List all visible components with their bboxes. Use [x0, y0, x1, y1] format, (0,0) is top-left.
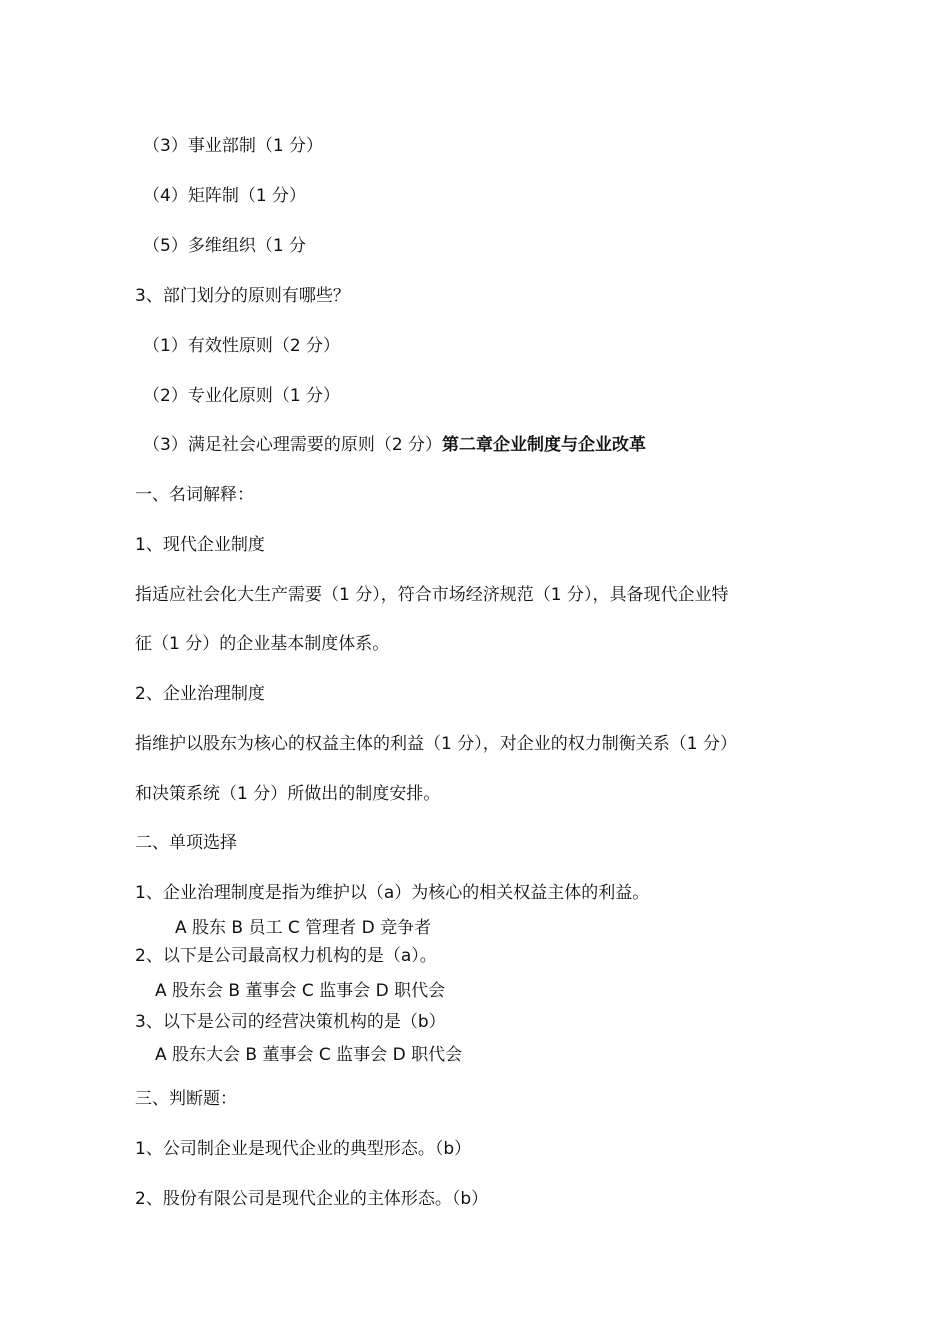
question-options: A 股东大会 B 董事会 C 监事会 D 职代会 [155, 1045, 463, 1065]
list-item-with-chapter [143, 433, 646, 457]
list-item: （4）矩阵制（1 分） [143, 186, 307, 206]
section-heading: 一、名词解释： [135, 485, 254, 505]
question-text: 1、公司制企业是现代企业的典型形态。（b） [135, 1139, 472, 1159]
paragraph-line: 和决策系统（1 分）所做出的制度安排。 [135, 784, 441, 804]
paragraph-line: 征（1 分）的企业基本制度体系。 [135, 634, 390, 654]
section-heading: 二、单项选择 [135, 833, 237, 853]
paragraph-line: 指维护以股东为核心的权益主体的利益（1 分），对企业的权力制衡关系（1 分） [135, 734, 737, 754]
question-options: A 股东 B 员工 C 管理者 D 竞争者 [175, 918, 432, 938]
term-heading: 2、企业治理制度 [135, 684, 265, 704]
list-item-text: （3）满足社会心理需要的原则（2 分） [143, 435, 443, 455]
question-text: 2、以下是公司最高权力机构的是（a）。 [135, 946, 437, 966]
section-heading: 三、判断题： [135, 1089, 237, 1109]
chapter-title: 第二章企业制度与企业改革 [442, 435, 647, 455]
list-item: （5）多维组织（1 分 [143, 236, 307, 256]
paragraph-line: 指适应社会化大生产需要（1 分），符合市场经济规范（1 分），具备现代企业特 [135, 585, 729, 605]
list-item: （3）事业部制（1 分） [143, 136, 324, 156]
term-heading: 1、现代企业制度 [135, 535, 265, 555]
question-options: A 股东会 B 董事会 C 监事会 D 职代会 [155, 981, 446, 1001]
list-item: （2）专业化原则（1 分） [143, 386, 341, 406]
question-text: 3、以下是公司的经营决策机构的是（b） [135, 1012, 446, 1032]
question-text: 1、企业治理制度是指为维护以（a）为核心的相关权益主体的利益。 [135, 883, 650, 903]
list-item: （1）有效性原则（2 分） [143, 336, 341, 356]
question-heading: 3、部门划分的原则有哪些？ [135, 286, 350, 306]
question-text: 2、股份有限公司是现代企业的主体形态。（b） [135, 1189, 489, 1209]
